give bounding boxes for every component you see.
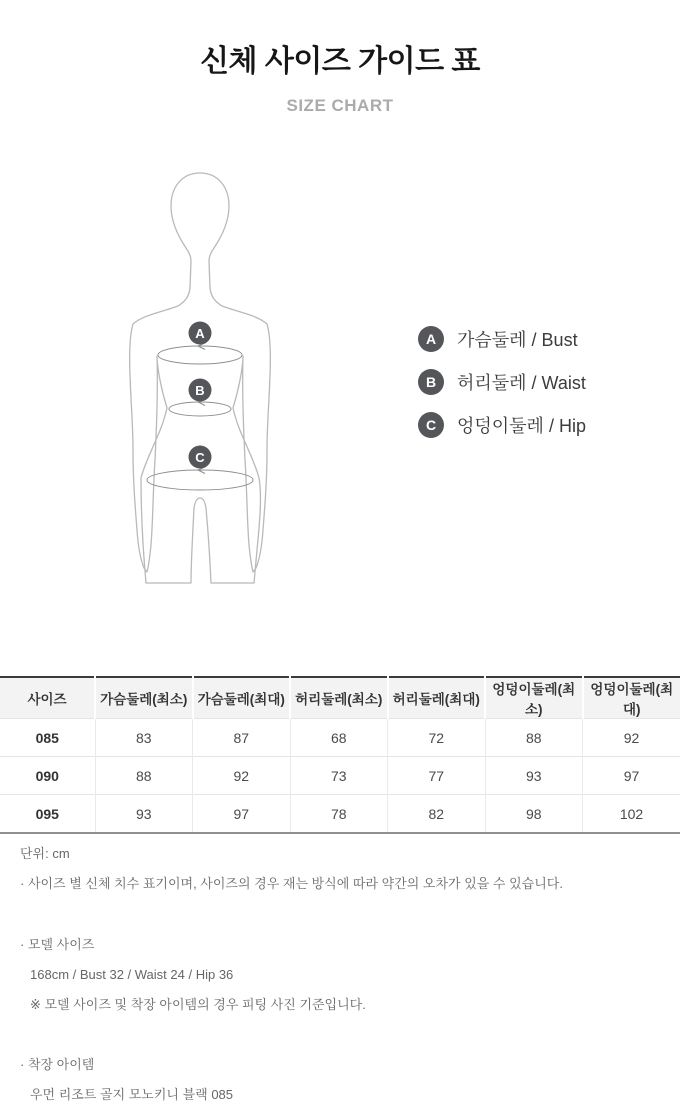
cell-hip-min: 88 [485, 719, 583, 757]
col-header-waist-min: 허리둘레(최소) [290, 677, 388, 719]
col-header-hip-min: 엉덩이둘레(최소) [485, 677, 583, 719]
col-header-bust-max: 가슴둘레(최대) [193, 677, 291, 719]
col-header-hip-max: 엉덩이둘레(최대) [583, 677, 680, 719]
cell-waist-min: 68 [290, 719, 388, 757]
legend-item-waist [418, 369, 586, 395]
size-measure-note: · 사이즈 별 신체 치수 표기이며, 사이즈의 경우 재는 방식에 따라 약간의 오차가 있을 수 있습니다. [20, 877, 660, 890]
legend-item-hip [418, 412, 586, 438]
cell-hip-max: 92 [583, 719, 680, 757]
cell-bust-max: 87 [193, 719, 291, 757]
legend-label-waist: 허리둘레 / Waist [457, 369, 586, 395]
figure-marker-hip-letter: C [195, 450, 205, 465]
model-size-heading: · 모델 사이즈 [20, 938, 660, 951]
cell-waist-min: 73 [290, 757, 388, 795]
cell-waist-max: 77 [388, 757, 486, 795]
cell-hip-max: 102 [583, 795, 680, 834]
cell-bust-min: 88 [95, 757, 193, 795]
page-title: 신체 사이즈 가이드 표 [0, 44, 680, 80]
cell-hip-min: 98 [485, 795, 583, 834]
waist-badge-icon: B [418, 369, 444, 395]
size-value: 090 [0, 757, 95, 795]
table-row [0, 719, 680, 757]
table-header-row [0, 677, 680, 719]
col-header-bust-min: 가슴둘레(최소) [95, 677, 193, 719]
body-silhouette-outline [130, 173, 271, 583]
outfit-heading: · 착장 아이템 [20, 1058, 660, 1071]
legend-label-hip: 엉덩이둘레 / Hip [457, 412, 586, 438]
figure-marker-bust-letter: A [195, 326, 205, 341]
measurement-legend [418, 326, 586, 455]
col-header-waist-max: 허리둘레(최대) [388, 677, 486, 719]
cell-bust-max: 97 [193, 795, 291, 834]
cell-bust-min: 83 [95, 719, 193, 757]
bust-badge-icon: A [418, 326, 444, 352]
size-value: 095 [0, 795, 95, 834]
table-row [0, 795, 680, 834]
page-subtitle: SIZE CHART [0, 96, 680, 116]
page-header [0, 0, 680, 116]
cell-bust-max: 92 [193, 757, 291, 795]
notes-section [0, 847, 680, 1101]
model-size-caption: ※ 모델 사이즈 및 착장 아이템의 경우 피팅 사진 기준입니다. [20, 998, 660, 1011]
cell-hip-max: 97 [583, 757, 680, 795]
size-table-body [0, 719, 680, 834]
cell-waist-max: 72 [388, 719, 486, 757]
table-row [0, 757, 680, 795]
size-chart-table [0, 676, 680, 834]
figure-marker-hip [189, 446, 212, 469]
figure-marker-bust [189, 322, 212, 345]
col-header-size: 사이즈 [0, 677, 95, 719]
size-table-header [0, 677, 680, 719]
figure-marker-waist-letter: B [195, 383, 204, 398]
hip-badge-icon: C [418, 412, 444, 438]
cell-waist-min: 78 [290, 795, 388, 834]
model-size-detail: 168cm / Bust 32 / Waist 24 / Hip 36 [20, 968, 660, 981]
outfit-detail: 우먼 리조트 골지 모노키니 블랙 085 [20, 1088, 660, 1101]
unit-note: 단위: cm [20, 847, 660, 860]
legend-item-bust [418, 326, 586, 352]
figure-marker-waist [189, 379, 212, 402]
legend-label-bust: 가슴둘레 / Bust [457, 326, 578, 352]
size-value: 085 [0, 719, 95, 757]
body-silhouette-figure [110, 160, 310, 600]
cell-hip-min: 93 [485, 757, 583, 795]
body-measurement-diagram [0, 116, 680, 676]
cell-bust-min: 93 [95, 795, 193, 834]
cell-waist-max: 82 [388, 795, 486, 834]
